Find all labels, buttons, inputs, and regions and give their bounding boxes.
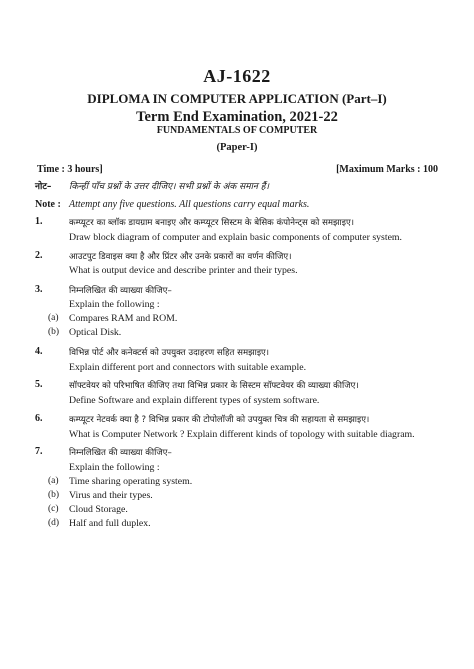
question-4-number: 4.	[35, 346, 43, 357]
question-3-part-a-label: (a)	[48, 313, 59, 323]
question-7-part-a: Time sharing operating system.	[69, 476, 193, 487]
question-7-part-c: Cloud Storage.	[69, 504, 128, 515]
question-5-english: Define Software and explain different types of system software.	[69, 395, 320, 406]
subject-title: FUNDAMENTALS OF COMPUTER	[156, 125, 318, 136]
question-3-part-b: Optical Disk.	[69, 327, 122, 338]
question-5-number: 5.	[35, 379, 43, 390]
question-3-number: 3.	[35, 284, 43, 295]
question-1-english: Draw block diagram of computer and explain basic components of computer system.	[69, 232, 402, 243]
question-7-number: 7.	[35, 446, 43, 457]
note-label-english: Note :	[35, 199, 61, 210]
question-7-part-a-label: (a)	[48, 476, 59, 486]
question-4-english: Explain different port and connectors with suitable example.	[69, 362, 307, 373]
note-label-hindi: नोट–	[35, 182, 52, 192]
question-6-english: What is Computer Network ? Explain different kinds of topology with suitable diagram.	[69, 429, 415, 440]
question-3-hindi: निम्नलिखित की व्याख्या कीजिए–	[69, 286, 172, 296]
question-2-number: 2.	[35, 250, 43, 261]
note-text-hindi: किन्हीं पाँच प्रश्नों के उत्तर दीजिए। सभी प्रश्नों के अंक समान हैं।	[69, 182, 269, 192]
question-7-part-b-label: (b)	[48, 490, 60, 500]
question-2-hindi: आउटपुट डिवाइस क्या है और प्रिंटर और उनके प्रकारों का वर्णन कीजिए।	[69, 252, 292, 262]
question-7-part-d-label: (d)	[48, 518, 60, 528]
paper-number: (Paper-I)	[216, 142, 258, 153]
question-3-part-a: Compares RAM and ROM.	[69, 313, 178, 324]
maximum-marks: [Maximum Marks : 100	[336, 164, 438, 175]
question-7-part-c-label: (c)	[48, 504, 59, 514]
exam-title: Term End Examination, 2021-22	[136, 109, 338, 125]
question-7-english: Explain the following :	[69, 462, 160, 473]
time-allowed: Time : 3 hours]	[37, 164, 103, 175]
question-6-hindi: कम्प्यूटर नेटवर्क क्या है ? विभिन्न प्रकार की टोपोलॉजी को उपयुक्त चित्र की सहायता से समझाइए।	[69, 415, 370, 425]
question-4-hindi: विभिन्न पोर्ट और कनेक्टर्स को उपयुक्त उदाहरण सहित समझाइए।	[69, 348, 270, 358]
question-6-number: 6.	[35, 413, 43, 424]
note-text-english: Attempt any five questions. All questions carry equal marks.	[69, 199, 310, 210]
question-3-english: Explain the following :	[69, 299, 160, 310]
paper-code: AJ-1622	[203, 66, 271, 86]
course-title: DIPLOMA IN COMPUTER APPLICATION (Part–I)	[87, 91, 387, 106]
question-3-part-b-label: (b)	[48, 327, 60, 337]
question-5-hindi: सॉफ्टवेयर को परिभाषित कीजिए तथा विभिन्न प्रकार के सिस्टम सॉफ्टवेयर की व्याख्या कीजिए।	[69, 381, 359, 391]
question-1-number: 1.	[35, 216, 43, 227]
question-2-english: What is output device and describe printer and their types.	[69, 265, 298, 276]
question-7-hindi: निम्नलिखित की व्याख्या कीजिए–	[69, 448, 172, 458]
question-7-part-d: Half and full duplex.	[69, 518, 151, 529]
question-1-hindi: कम्प्यूटर का ब्लॉक डायग्राम बनाइए और कम्प्यूटर सिस्टम के बेसिक कंपोनेन्ट्स को समझाइए।	[69, 218, 354, 228]
question-7-part-b: Virus and their types.	[69, 490, 153, 501]
